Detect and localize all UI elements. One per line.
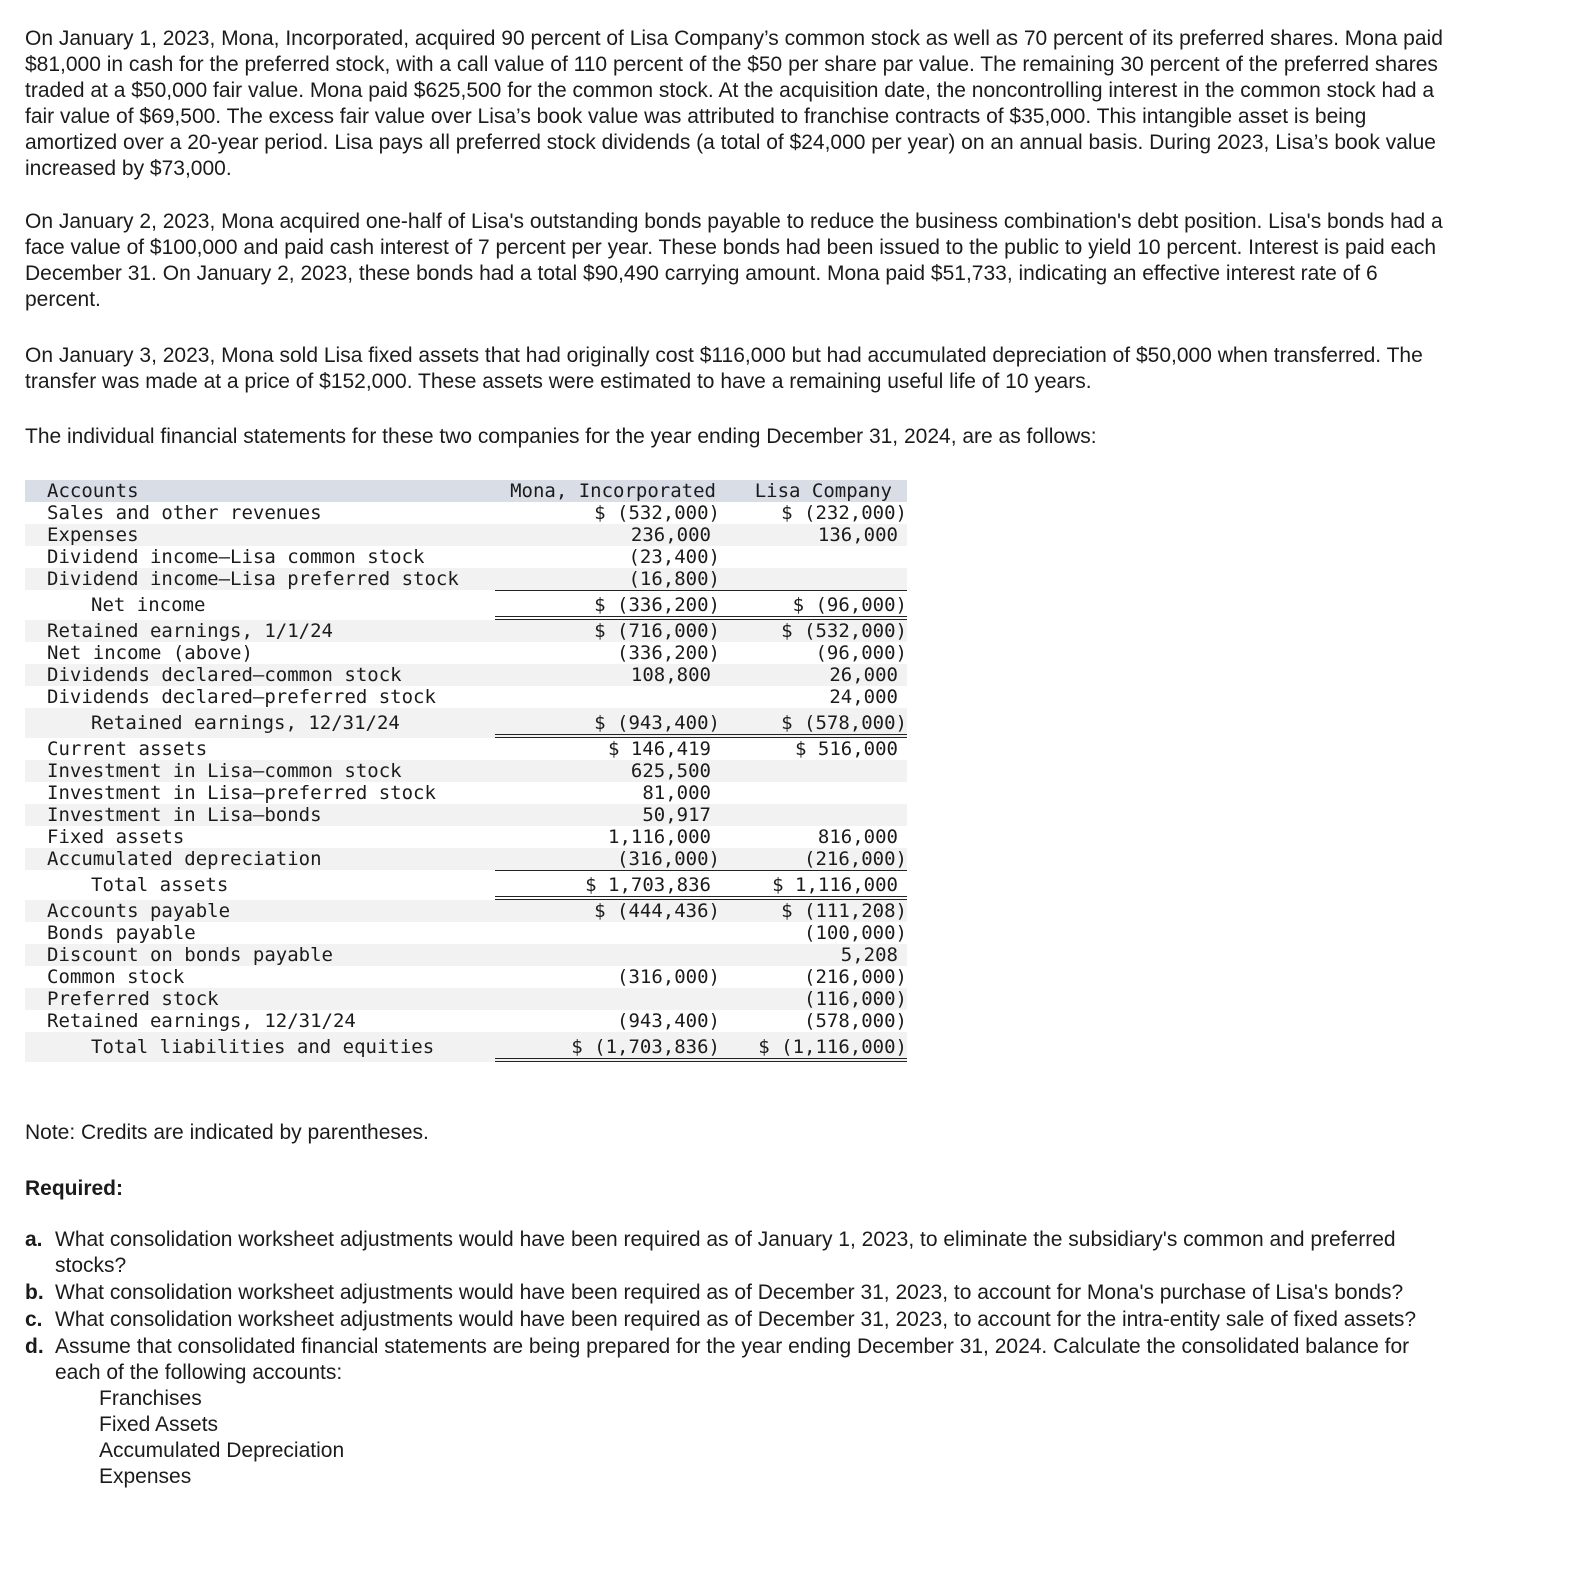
table-row: Discount on bonds payable 5,208 — [25, 944, 907, 966]
question-text: What consolidation worksheet adjustments would have been required as of January 1, 2023, to eliminate the subsidiary's common and preferred stocks? — [55, 1228, 1396, 1277]
table-row: Fixed assets 1,116,000 816,000 — [47, 826, 898, 848]
table-row: Dividends declared—preferred stock 24,000 — [25, 686, 907, 708]
table-row: Investment in Lisa—bonds 50,917 — [25, 804, 907, 826]
question-c — [25, 1307, 1445, 1333]
table-header-row — [25, 480, 907, 502]
question-letter: a. — [25, 1228, 43, 1251]
table-row: Sales and other revenues $ (532,000) $ (232,000) — [47, 502, 907, 524]
table-row: Common stock (316,000) (216,000) — [47, 966, 907, 988]
question-text: What consolidation worksheet adjustments would have been required as of December 31, 2023, to account for the intra-entity sale of fixed assets? — [55, 1308, 1417, 1331]
table-row-total: Total liabilities and equities $ (1,703,836) $ (1,116,000) — [25, 1032, 907, 1062]
credits-note: Note: Credits are indicated by parentheses. — [25, 1121, 429, 1144]
paragraph-bonds: On January 2, 2023, Mona acquired one-half of Lisa's outstanding bonds payable to reduce the business combination's debt position. Lisa's bonds had a face value of $100,000 and paid cash interest of 7 percent per year. These bonds had been issued to the public to yield 10 percent. Interest is paid each December 31. On January 2, 2023, these bonds had a total $90,490 carrying amount. Mona paid $51,733, indicating an effective interest rate of 6 percent. — [25, 210, 1443, 311]
list-item: Fixed Assets — [99, 1413, 219, 1436]
table-row: Investment in Lisa—common stock 625,500 — [25, 760, 907, 782]
question-letter: d. — [25, 1335, 44, 1358]
header-lisa: Lisa Company — [754, 480, 892, 502]
required-heading: Required: — [25, 1177, 124, 1200]
table-row: Bonds payable (100,000) — [47, 922, 907, 944]
paragraph-fixed-assets: On January 3, 2023, Mona sold Lisa fixed assets that had originally cost $116,000 but had accumulated depreciation of $50,000 when transferred. The transfer was made at a price of $152,000. These assets were estimated to have a remaining useful life of 10 years. — [25, 344, 1423, 393]
table-row-total: Net income $ (336,200) $ (96,000) — [25, 590, 907, 620]
list-item: Expenses — [99, 1465, 192, 1488]
table-row: Retained earnings, 1/1/24 $ (716,000) $ (532,000) — [25, 620, 907, 642]
table-row: Dividend income—Lisa common stock (23,400) — [47, 546, 720, 568]
table-row: Expenses 236,000 136,000 — [25, 524, 907, 546]
table-row: Accumulated depreciation (316,000) (216,000) — [25, 848, 907, 870]
table-row: Dividend income—Lisa preferred stock (16,800) — [25, 568, 907, 590]
header-accounts: Accounts — [47, 480, 139, 502]
header-mona: Mona, Incorporated — [510, 480, 716, 502]
question-text: Assume that consolidated financial statements are being prepared for the year ending December 31, 2024. Calculate the consolidated balance for each of the following accounts: — [55, 1335, 1410, 1384]
table-row: Accounts payable $ (444,436) $ (111,208) — [25, 900, 907, 922]
paragraph-statements-intro: The individual financial statements for these two companies for the year ending December 31, 2024, are as follows: — [25, 425, 1097, 448]
table-row: Dividends declared—common stock 108,800 26,000 — [25, 664, 907, 686]
questions-list — [25, 1227, 1445, 1491]
table-row: Preferred stock (116,000) — [25, 988, 907, 1010]
question-letter: c. — [25, 1308, 43, 1331]
question-b — [25, 1280, 1445, 1306]
question-text: What consolidation worksheet adjustments would have been required as of December 31, 2023, to account for Mona's purchase of Lisa's bonds? — [55, 1281, 1404, 1304]
table-row: Current assets $ 146,419 $ 516,000 — [47, 738, 898, 760]
question-letter: b. — [25, 1281, 44, 1304]
accounts-list — [55, 1386, 1445, 1490]
paragraph-acquisition: On January 1, 2023, Mona, Incorporated, acquired 90 percent of Lisa Company’s common stock as well as 70 percent of its preferred shares. Mona paid $81,000 in cash for the preferred stock, with a call value of 110 percent of the $50 per share par value. The remaining 30 percent of the preferred shares traded at a $50,000 fair value. Mona paid $625,500 for the common stock. At the acquisition date, the noncontrolling interest in the common stock had a fair value of $69,500. The excess fair value over Lisa’s book value was attributed to franchise contracts of $35,000. This intangible asset is being amortized over a 20-year period. Lisa pays all preferred stock dividends (a total of $24,000 per year) on an annual basis. During 2023, Lisa’s book value increased by $73,000. — [25, 27, 1443, 180]
table-row: Retained earnings, 12/31/24 (943,400) (578,000) — [47, 1010, 907, 1032]
question-a — [25, 1227, 1445, 1279]
table-row-total: Retained earnings, 12/31/24 $ (943,400) $ (578,000) — [25, 708, 907, 738]
table-row-total: Total assets $ 1,703,836 $ 1,116,000 — [25, 870, 907, 900]
list-item: Accumulated Depreciation — [99, 1439, 345, 1462]
table-row: Investment in Lisa—preferred stock 81,000 — [47, 782, 711, 804]
list-item: Franchises — [99, 1387, 202, 1410]
question-d — [25, 1334, 1445, 1490]
financial-statements-table — [25, 480, 907, 1062]
table-row: Net income (above) (336,200) (96,000) — [47, 642, 907, 664]
